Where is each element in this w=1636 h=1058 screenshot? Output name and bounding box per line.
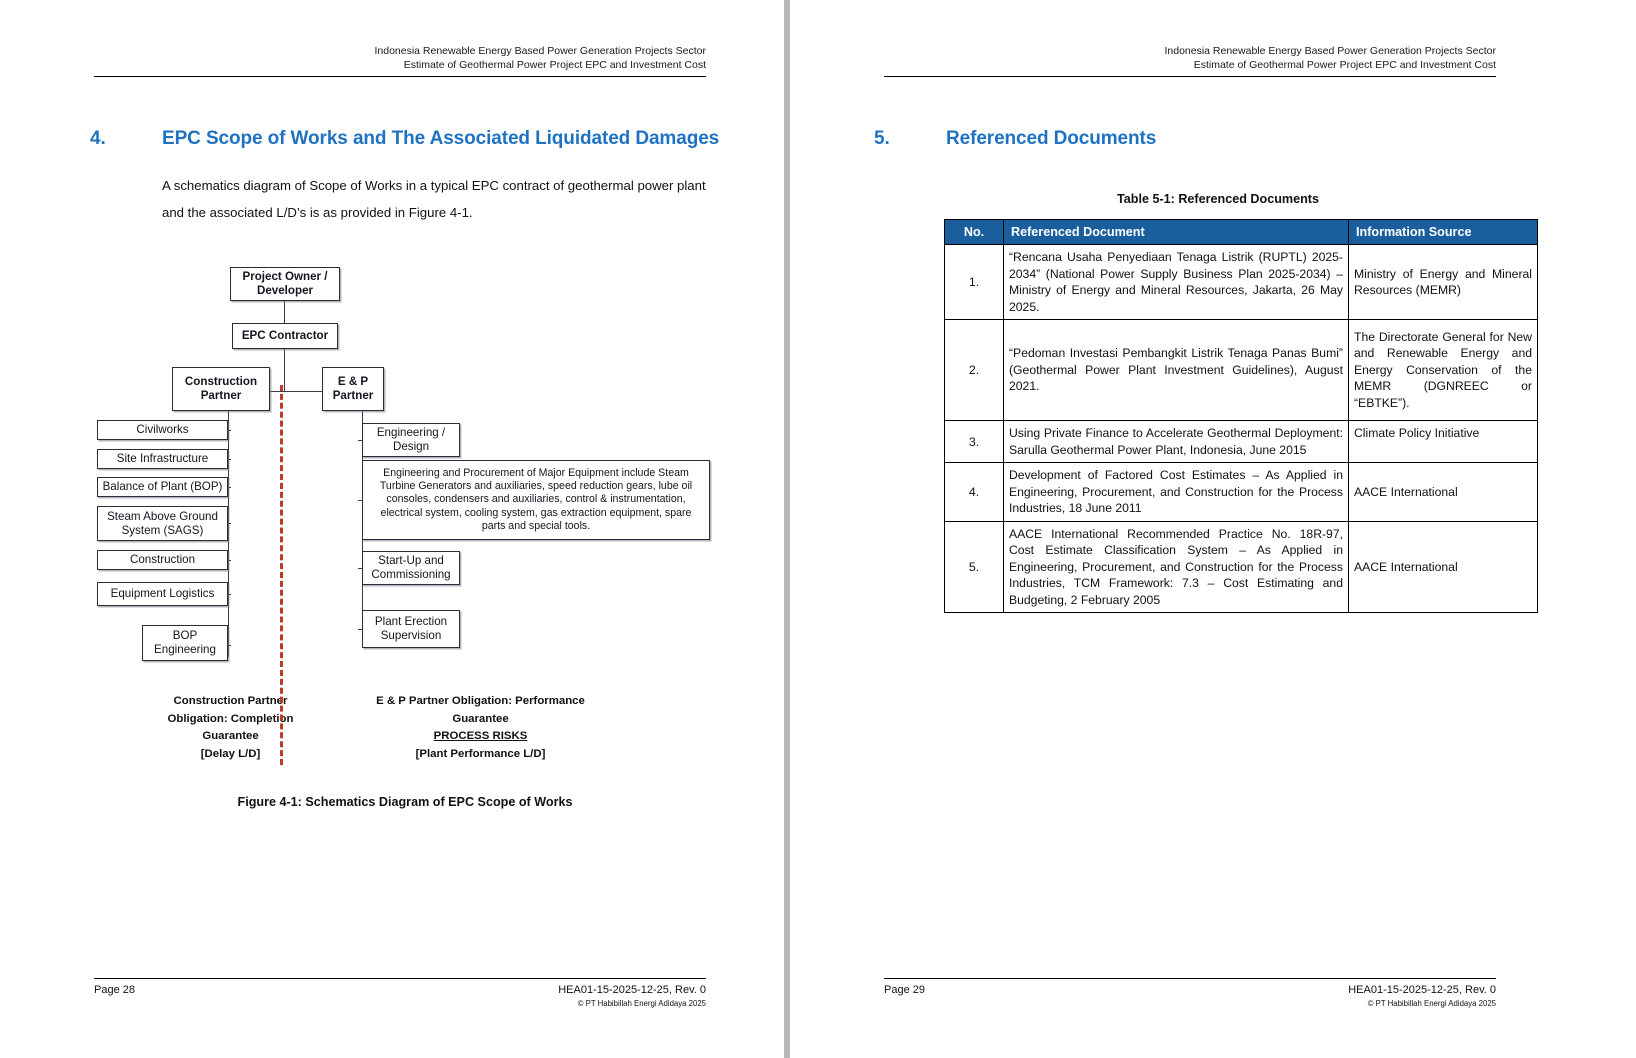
connector-owner-epc: [284, 301, 285, 323]
header-rule-right: [884, 76, 1496, 77]
epc-scope-diagram: [90, 255, 720, 775]
node-construction-partner: Construction Partner: [172, 367, 270, 411]
risk-divider-dashed-line: [280, 385, 283, 765]
copyright-left: © PT Habibillah Energi Adidaya 2025: [577, 999, 706, 1008]
cell-no-1: 1.: [945, 245, 1004, 320]
table-5-1-caption: Table 5-1: Referenced Documents: [1116, 192, 1320, 206]
node-bop-engineering: BOP Engineering: [142, 625, 228, 661]
cell-document-4: Development of Factored Cost Estimates – As Applied in Engineering, Procurement, and Construction for the Process Industries, 18 June 2011: [1004, 463, 1349, 522]
cell-no-4: 4.: [945, 463, 1004, 522]
referenced-documents-table: [944, 219, 1538, 613]
cell-no-5: 5.: [945, 521, 1004, 613]
node-major-equipment-procurement: Engineering and Procurement of Major Equipment include Steam Turbine Generators and auxiliaries, speed reduction gears, lube oil consoles, condensers and auxiliaries, control & instrumentation, electrical system, cooling system, gas extraction equipment, spare parts and special tools.: [362, 460, 710, 540]
table-row: [945, 245, 1538, 320]
doc-code-right: HEA01-15-2025-12-25, Rev. 0: [1348, 984, 1496, 996]
footer-rule-left: [94, 978, 706, 979]
cell-no-3: 3.: [945, 421, 1004, 463]
column-header-source: Information Source: [1349, 220, 1538, 245]
footer-rule-right: [884, 978, 1496, 979]
node-startup-commissioning: Start-Up and Commissioning: [362, 551, 460, 585]
construction-partner-obligation: [108, 693, 353, 763]
page-number-right: Page 29: [884, 984, 925, 996]
connector-construction-spine: [228, 411, 229, 657]
section-4-paragraph: A schematics diagram of Scope of Works in a typical EPC contract of geothermal power plant and the associated L/D’s is as provided in Figure 4-1.: [162, 178, 706, 220]
node-engineering-design: Engineering / Design: [362, 423, 460, 457]
page-29: [790, 0, 1574, 1058]
node-sags: Steam Above Ground System (SAGS): [97, 506, 228, 541]
cell-document-2: “Pedoman Investasi Pembangkit Listrik Tenaga Panas Bumi” (Geothermal Power Plant Investment Guidelines), August 2021.: [1004, 320, 1349, 421]
page-number-left: Page 28: [94, 984, 135, 996]
node-ep-partner: E & P Partner: [322, 367, 384, 411]
copyright-right: © PT Habibillah Energi Adidaya 2025: [1367, 999, 1496, 1008]
node-epc-contractor: EPC Contractor: [232, 323, 338, 349]
doc-code-left: HEA01-15-2025-12-25, Rev. 0: [558, 984, 706, 996]
node-project-owner: Project Owner / Developer: [230, 267, 340, 301]
header-rule: [94, 76, 706, 77]
node-construction: Construction: [97, 550, 228, 570]
cell-document-5: AACE International Recommended Practice No. 18R-97, Cost Estimate Classification System – As Applied in Engineering, Procurement, and Construction for the Process Industries, TCM Framework: 7.3 – Cost Estimating and Budgeting, 2 February 2005: [1004, 521, 1349, 613]
cell-source-2: The Directorate General for New and Renewable Energy and Energy Conservation of the MEMR (DGNREEC or “EBTKE”).: [1349, 320, 1538, 421]
cell-source-5: AACE International: [1349, 521, 1538, 613]
cell-source-4: AACE International: [1349, 463, 1538, 522]
table-row: [945, 421, 1538, 463]
section-number-5: 5.: [874, 128, 890, 149]
header-line-1-right: Indonesia Renewable Energy Based Power Generation Projects Sector: [1164, 45, 1496, 57]
table-header-row: [945, 220, 1538, 245]
ep-partner-obligation: [338, 693, 623, 763]
node-civilworks: Civilworks: [97, 420, 228, 440]
ep-obligation-line-4: [Plant Performance L/D]: [415, 747, 546, 760]
node-equipment-logistics: Equipment Logistics: [97, 582, 228, 606]
page-header: [94, 44, 706, 72]
cell-no-2: 2.: [945, 320, 1004, 421]
cell-source-1: Ministry of Energy and Mineral Resources (MEMR): [1349, 245, 1538, 320]
header-line-1: Indonesia Renewable Energy Based Power Generation Projects Sector: [374, 45, 706, 57]
table-row: [945, 463, 1538, 522]
table-row: [945, 521, 1538, 613]
cell-document-3: Using Private Finance to Accelerate Geothermal Deployment: Sarulla Geothermal Power Plant, Indonesia, June 2015: [1004, 421, 1349, 463]
node-site-infrastructure: Site Infrastructure: [97, 449, 228, 469]
cell-source-3: Climate Policy Initiative: [1349, 421, 1538, 463]
section-title-5: Referenced Documents: [946, 128, 1157, 149]
construction-obligation-line-4: [Delay L/D]: [200, 747, 261, 760]
table-row: [945, 320, 1538, 421]
header-line-2: Estimate of Geothermal Power Project EPC and Investment Cost: [403, 59, 706, 71]
ep-obligation-line-2: Guarantee: [452, 712, 509, 725]
column-header-no: No.: [945, 220, 1004, 245]
construction-obligation-line-2: Obligation: Completion: [167, 712, 294, 725]
header-line-2-right: Estimate of Geothermal Power Project EPC and Investment Cost: [1193, 59, 1496, 71]
ep-obligation-process-risks: PROCESS RISKS: [433, 730, 528, 742]
cell-document-1: “Rencana Usaha Penyediaan Tenaga Listrik (RUPTL) 2025-2034” (National Power Supply Business Plan 2025-2034) – Ministry of Energy and Mineral Resources, Jakarta, 26 May 2025.: [1004, 245, 1349, 320]
node-balance-of-plant: Balance of Plant (BOP): [97, 477, 228, 497]
page-28: [0, 0, 784, 1058]
connector-epc-trunk: [284, 349, 285, 391]
section-title-4: EPC Scope of Works and The Associated Liquidated Damages: [162, 128, 720, 149]
section-number-4: 4.: [90, 128, 106, 149]
column-header-document: Referenced Document: [1004, 220, 1349, 245]
construction-obligation-line-1: Construction Partner: [173, 695, 288, 707]
page-header-right: [884, 44, 1496, 72]
figure-4-1-caption: Figure 4-1: Schematics Diagram of EPC Scope of Works: [237, 795, 573, 809]
ep-obligation-line-1: E & P Partner Obligation: Performance: [376, 695, 585, 707]
construction-obligation-line-3: Guarantee: [202, 730, 259, 742]
node-plant-erection-supervision: Plant Erection Supervision: [362, 610, 460, 648]
